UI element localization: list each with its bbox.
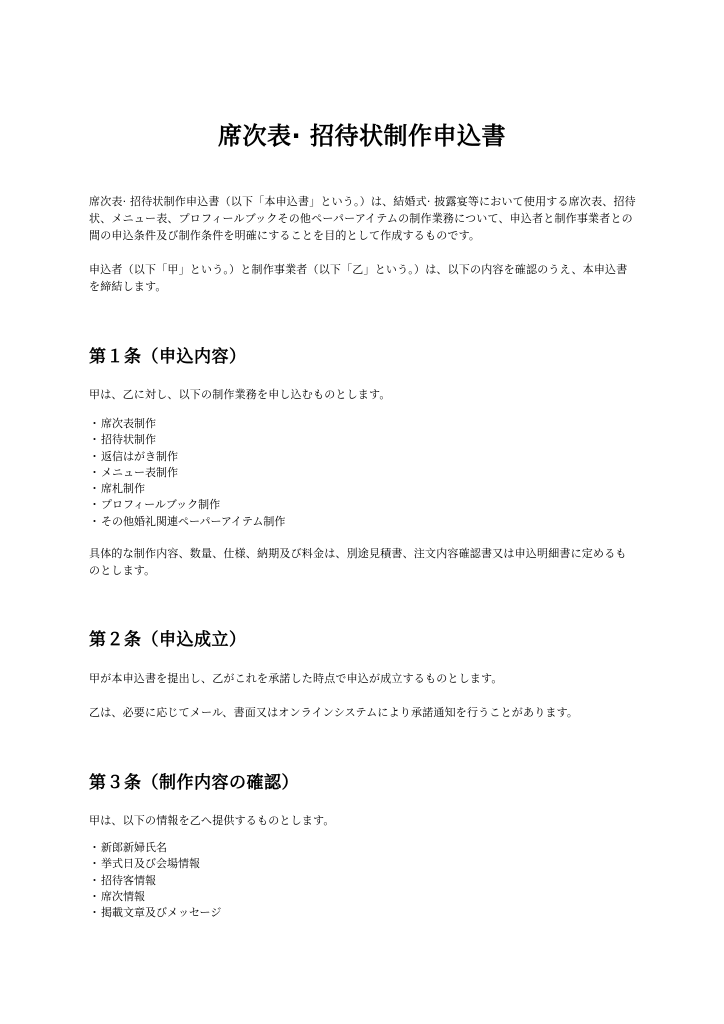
section-3-item-list (89, 840, 221, 921)
list-item (89, 449, 285, 465)
section-3-lead: 甲は、以下の情報を乙へ提供するものとします。 (89, 814, 335, 827)
list-item-text: 招待状制作 (101, 433, 156, 447)
bullet-marker: ・ (89, 873, 100, 887)
list-item-text: 招待客情報 (101, 873, 156, 887)
section-2-heading: 第２条（申込成立） (89, 630, 247, 650)
bullet-marker: ・ (89, 482, 100, 496)
list-item-text: 挙式日及び会場情報 (101, 857, 200, 871)
section-3-heading: 第３条（制作内容の確認） (89, 773, 299, 793)
list-item (89, 416, 285, 432)
list-item (89, 840, 221, 856)
intro-paragraph-2: 申込者（以下「甲」という。）と制作事業者（以下「乙」という。）は、以下の内容を確認のうえ、本申込書を締結します。 (89, 263, 628, 293)
list-item (89, 497, 285, 513)
bullet-marker: ・ (89, 449, 100, 463)
section-1-tail: 具体的な制作内容、数量、仕様、納期及び料金は、別途見積書、注文内容確認書又は申込明細書に定めるものとします。 (89, 547, 627, 577)
list-item-text: その他婚礼関連ペーパーアイテム制作 (101, 514, 286, 528)
list-item (89, 432, 285, 448)
bullet-marker: ・ (89, 857, 100, 871)
list-item-text: 席札制作 (101, 482, 145, 496)
section-1-heading: 第１条（申込内容） (89, 347, 247, 367)
list-item-text: 掲載文章及びメッセージ (101, 906, 222, 920)
document-title: 席次表· 招待状制作申込書 (218, 122, 506, 150)
bullet-marker: ・ (89, 906, 100, 920)
list-item-text: 返信はがき制作 (101, 449, 178, 463)
list-item (89, 856, 221, 872)
list-item-text: 席次表制作 (101, 417, 156, 430)
list-item (89, 873, 221, 889)
bullet-marker: ・ (89, 514, 100, 528)
list-item-text: 席次情報 (101, 889, 145, 903)
intro-paragraph-1: 席次表· 招待状制作申込書（以下「本申込書」という。）は、結婚式· 披露宴等において使用する席次表、招待状、メニュー表、プロフィールブックその他ペーパーアイテムの制作業務について、申込者と制作事業者との間の申込条件及び制作条件を明確にすることを目的として作成するものです。 (89, 195, 636, 242)
bullet-marker: ・ (89, 498, 100, 512)
list-item (89, 905, 221, 921)
list-item (89, 514, 285, 530)
section-2-paragraph-1: 甲が本申込書を提出し、乙がこれを承諾した時点で申込が成立するものとします。 (89, 672, 503, 685)
section-1-lead: 甲は、乙に対し、以下の制作業務を申し込むものとします。 (89, 388, 391, 401)
bullet-marker: ・ (89, 465, 100, 479)
section-2-paragraph-2: 乙は、必要に応じてメール、書面又はオンラインシステムにより承諾通知を行うことがあります。 (89, 706, 579, 719)
list-item (89, 889, 221, 905)
bullet-marker: ・ (89, 841, 100, 854)
section-1-item-list (89, 416, 285, 530)
list-item-text: プロフィールブック制作 (101, 498, 221, 512)
bullet-marker: ・ (89, 417, 100, 430)
list-item-text: メニュー表制作 (101, 465, 178, 479)
list-item-text: 新郎新婦氏名 (101, 841, 167, 854)
bullet-marker: ・ (89, 433, 100, 447)
list-item (89, 481, 285, 497)
bullet-marker: ・ (89, 889, 100, 903)
list-item (89, 465, 285, 481)
